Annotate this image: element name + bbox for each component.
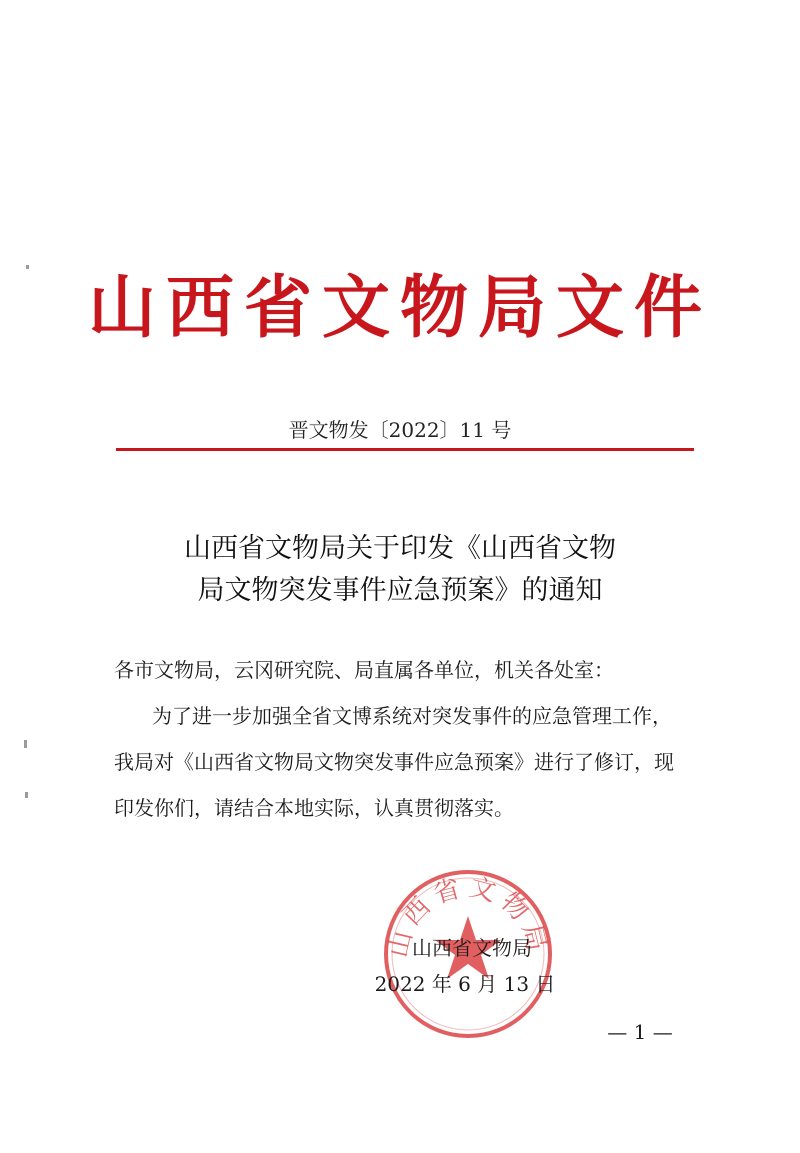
salutation: 各市文物局，云冈研究院、局直属各单位，机关各处室： [114, 658, 614, 682]
document-header-title: 山西省文物局文件 [87, 268, 712, 348]
seal-text: 山西省文物局 [383, 872, 553, 961]
notice-title [0, 528, 800, 612]
notice-body [114, 647, 704, 831]
issue-date: 2022 年 6 月 13 日 [374, 972, 556, 996]
scan-mark [24, 740, 27, 748]
body-paragraph-line: 我局对《山西省文物局文物突发事件应急预案》进行了修订，现 [114, 750, 674, 774]
notice-title-line: 山西省文物局关于印发《山西省文物 [184, 533, 616, 564]
body-paragraph-line: 为了进一步加强全省文博系统对突发事件的应急管理工作， [152, 704, 672, 728]
red-divider-line [116, 448, 694, 451]
notice-title-line: 局文物突发事件应急预案》的通知 [197, 575, 603, 606]
scan-mark [25, 792, 28, 798]
document-number: 晋文物发〔2022〕11 号 [288, 418, 512, 442]
page-number: — 1 — [607, 1020, 673, 1044]
body-paragraph-line: 印发你们，请结合本地实际，认真贯彻落实。 [114, 796, 514, 820]
issuer-name: 山西省文物局 [412, 936, 532, 960]
